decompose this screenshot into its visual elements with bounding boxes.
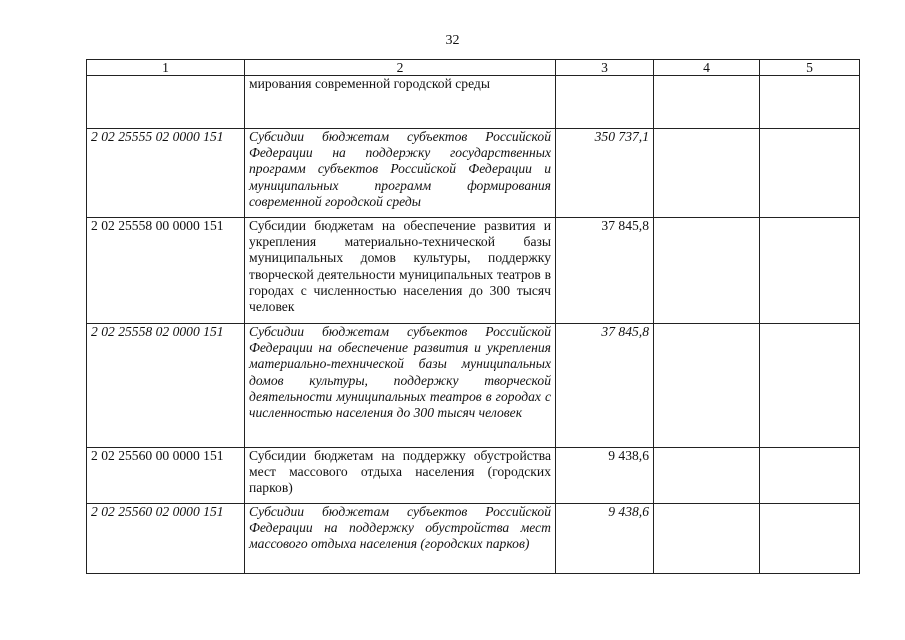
col5-cell: [760, 76, 860, 129]
col4-cell: [654, 129, 760, 218]
budget-table: [86, 59, 860, 574]
header-col-3: 3: [556, 60, 654, 76]
header-col-5: 5: [760, 60, 860, 76]
amount-cell: 350 737,1: [556, 129, 654, 218]
name-cell: Субсидии бюджетам на обеспечение развития и укрепления материально-технической базы муниципальных домов культуры, поддержку творческой деятельности муниципальных театров в городах с численностью населения до 300 тысяч человек: [245, 218, 556, 324]
amount-cell: 9 438,6: [556, 504, 654, 574]
code-cell: 2 02 25558 00 0000 151: [87, 218, 245, 324]
col4-cell: [654, 504, 760, 574]
name-cell: Субсидии бюджетам субъектов Российской Федерации на обеспечение развития и укрепления материально-технической базы муниципальных домов культуры, поддержку творческой деятельности муниципальных театров в городах с численностью населения до 300 тысяч человек: [245, 324, 556, 448]
table-row: [87, 218, 860, 324]
code-cell: [87, 76, 245, 129]
col5-cell: [760, 504, 860, 574]
col4-cell: [654, 448, 760, 504]
header-col-2: 2: [245, 60, 556, 76]
col4-cell: [654, 76, 760, 129]
name-cell: Субсидии бюджетам субъектов Российской Федерации на поддержку обустройства мест массового отдыха населения (городских парков): [245, 504, 556, 574]
col4-cell: [654, 218, 760, 324]
header-row: [87, 60, 860, 76]
amount-cell: 37 845,8: [556, 324, 654, 448]
amount-cell: 37 845,8: [556, 218, 654, 324]
code-cell: 2 02 25558 02 0000 151: [87, 324, 245, 448]
table-row: [87, 504, 860, 574]
code-cell: 2 02 25560 02 0000 151: [87, 504, 245, 574]
name-cell: Субсидии бюджетам на поддержку обустройства мест массового отдыха населения (городских парков): [245, 448, 556, 504]
amount-cell: [556, 76, 654, 129]
table-row: [87, 324, 860, 448]
page-number: 32: [445, 33, 460, 48]
code-cell: 2 02 25555 02 0000 151: [87, 129, 245, 218]
code-cell: 2 02 25560 00 0000 151: [87, 448, 245, 504]
table-row: [87, 448, 860, 504]
table-row-continuation: [87, 76, 860, 129]
table-row: [87, 129, 860, 218]
col5-cell: [760, 448, 860, 504]
amount-cell: 9 438,6: [556, 448, 654, 504]
name-cell: Субсидии бюджетам субъектов Российской Федерации на поддержку государственных программ субъектов Российской Федерации и муниципальных программ формирования современной городской среды: [245, 129, 556, 218]
col4-cell: [654, 324, 760, 448]
col5-cell: [760, 129, 860, 218]
header-col-1: 1: [87, 60, 245, 76]
col5-cell: [760, 218, 860, 324]
name-cell: мирования современной городской среды: [245, 76, 556, 129]
header-col-4: 4: [654, 60, 760, 76]
col5-cell: [760, 324, 860, 448]
